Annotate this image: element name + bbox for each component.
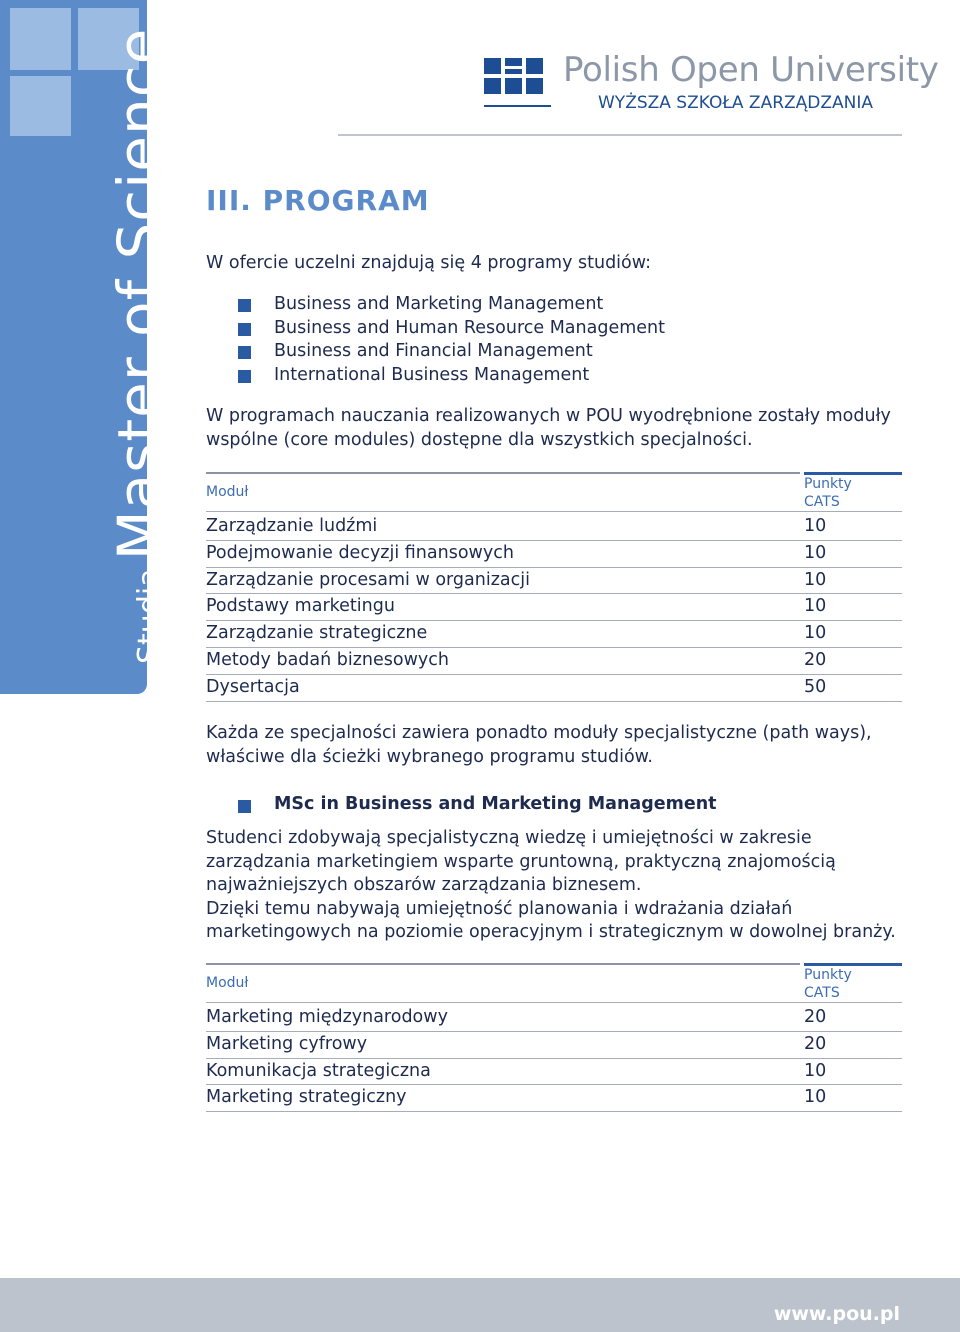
col-cats-label: CATS [804, 985, 840, 1001]
module-points: 10 [804, 569, 827, 590]
table-header [206, 472, 902, 514]
module-name: Zarządzanie procesami w organizacji [206, 569, 530, 590]
logo-underline [484, 105, 551, 107]
module-points: 10 [804, 1087, 827, 1108]
program-description [206, 827, 904, 945]
module-name: Zarządzanie strategiczne [206, 623, 428, 644]
col-points-label: Punkty [804, 476, 852, 492]
table-row [206, 1005, 902, 1032]
col-points [804, 475, 852, 511]
table-row [206, 675, 902, 702]
module-points: 20 [804, 1007, 827, 1027]
module-points: 10 [804, 1060, 827, 1081]
decor-square [10, 8, 71, 70]
module-points: 10 [804, 623, 827, 644]
col-points-label: Punkty [804, 967, 852, 983]
module-name: Metody badań biznesowych [206, 649, 450, 670]
module-name: Zarządzanie ludźmi [206, 516, 378, 536]
core-modules-text: W programach nauczania realizowanych w POU wyodrębnione zostały moduły wspólne (core modules) dostępne dla wszystkich specjalności. [206, 406, 891, 450]
sidebar-studia: Studia [132, 568, 167, 664]
list-item: Business and Marketing Management [238, 293, 665, 317]
logo-subtitle: WYŻSZA SZKOŁA ZARZĄDZANIA [598, 93, 874, 113]
logo-name: Polish Open University [563, 50, 939, 90]
footer-bar [0, 1278, 960, 1332]
intro-text: W ofercie uczelni znajdują się 4 programy studiów: [206, 253, 652, 273]
col-points [804, 966, 852, 1002]
module-points: 20 [804, 649, 827, 670]
section-heading: III. PROGRAM [206, 184, 430, 217]
module-name: Marketing międzynarodowy [206, 1007, 448, 1027]
module-name: Marketing cyfrowy [206, 1033, 368, 1054]
module-points: 10 [804, 596, 827, 617]
header-divider [338, 134, 902, 136]
list-item: International Business Management [238, 364, 665, 388]
module-points: 20 [804, 1033, 827, 1054]
table-row [206, 568, 902, 595]
col-cats-label: CATS [804, 494, 840, 510]
description-paragraph: Dzięki temu nabywają umiejętność planowania i wdrażania działań marketingowych na poziomie operacyjnym i strategicznym w dowolnej branży. [206, 898, 896, 942]
sidebar-vertical-title [105, 28, 173, 664]
module-name: Podstawy marketingu [206, 596, 395, 617]
module-name: Komunikacja strategiczna [206, 1060, 431, 1081]
footer-website-link[interactable]: www.pou.pl [773, 1303, 900, 1325]
module-points: 50 [804, 676, 827, 697]
core-modules-table [206, 472, 902, 702]
module-points: 10 [804, 542, 827, 563]
list-item: Business and Financial Management [238, 340, 665, 364]
table-row [206, 514, 902, 541]
module-name: Podejmowanie decyzji finansowych [206, 542, 514, 563]
sidebar-banner [0, 0, 173, 694]
program-subheading: MSc in Business and Marketing Management [238, 794, 717, 814]
module-points: 10 [804, 516, 827, 536]
table-row [206, 1085, 902, 1112]
table-row [206, 621, 902, 648]
path-ways-text: Każda ze specjalności zawiera ponadto moduły specjalistyczne (path ways), właściwe dla ścieżki wybranego programu studiów. [206, 723, 872, 767]
col-module: Moduł [206, 975, 249, 991]
specialist-modules-table [206, 963, 902, 1112]
table-row [206, 648, 902, 675]
table-header [206, 963, 902, 1005]
table-row [206, 594, 902, 621]
program-list [238, 293, 665, 387]
module-name: Marketing strategiczny [206, 1087, 407, 1108]
university-logo-icon [484, 58, 544, 98]
decor-square [10, 76, 71, 136]
table-row [206, 1059, 902, 1086]
module-name: Dysertacja [206, 676, 300, 697]
sidebar-master: Master of Science [105, 27, 173, 561]
table-row [206, 1032, 902, 1059]
description-paragraph: Studenci zdobywają specjalistyczną wiedzę i umiejętności w zakresie zarządzania marketingiem wsparte gruntowną, praktyczną znajomością najważniejszych obszarów zarządzania biznesem. [206, 828, 836, 895]
list-item: Business and Human Resource Management [238, 317, 665, 341]
col-module: Moduł [206, 484, 249, 500]
table-row [206, 541, 902, 568]
